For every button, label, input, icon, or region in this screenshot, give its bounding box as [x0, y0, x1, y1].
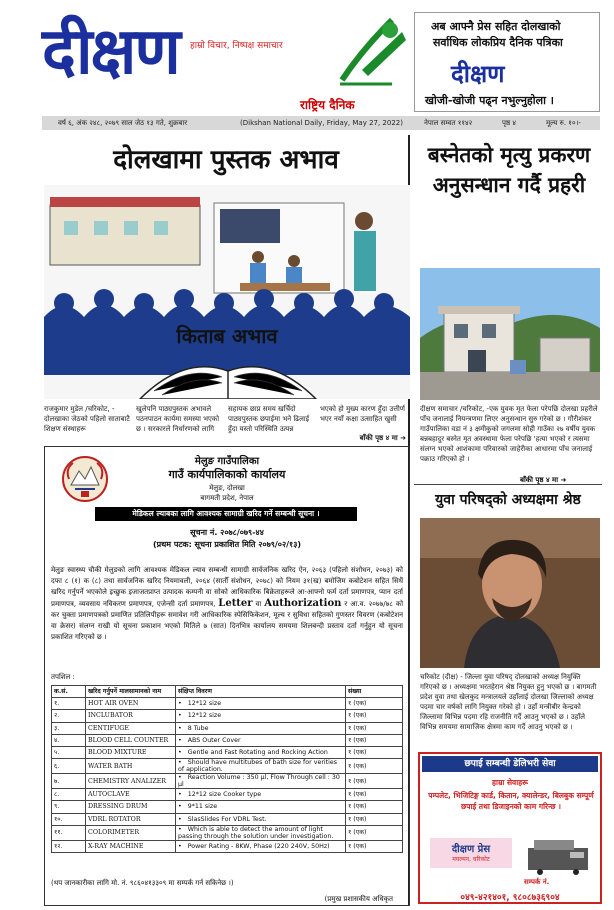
pen-hand-icon [332, 10, 410, 90]
ad-phone: ०४९-४२१४०१, ९८०८७३६९०४ [460, 893, 560, 903]
row-sn: ७. [52, 774, 86, 789]
lead-column-3: सहायक छाप्न समय खर्चिदो पाठ्यपुस्तक छपाईमा भने ढिलाई हुँदा यस्तो परिस्थिति उत्पन्न [228, 405, 310, 433]
row-sn: ३. [52, 722, 86, 734]
row-item: BLOOD MIXTURE [86, 746, 176, 758]
row-spec: • Gentle and Fast Rotating and Rocking Action [178, 749, 328, 756]
row-qty: १ (एक) [346, 774, 403, 789]
continued-link[interactable]: बाँकी पृष्ठ ४ मा ➜ [520, 476, 567, 484]
row-item: DRESSING DRUM [86, 801, 176, 813]
header-qty: संख्या [346, 686, 403, 698]
row-spec: • Which is able to detect the amount of light passing through the solution under investigation. [178, 826, 333, 840]
notice-body [51, 565, 403, 643]
notice-number: सूचना नं. २०७८/०७९-४४ [190, 528, 264, 537]
notice-body-post: र आ.व. २०७७/७८ को कर चुक्ता प्रमाणपत्रको प्रमाणित प्रतिलिपीहरू समावेश गरी आधिकारिक स्पेसिफिकेशन, मूल्य र सुविधा सहितको गुणस्तर विवरण (कबोटेशन वा क्रेसर) संलग्न राखी यो सूचना प्रकाशन भएको मितिले ७ (सात) दिनभित्र कार्यालय समयमा शिलबन्दी प्रस्ताव दर्ता गर्नुहुन यो सूचना प्रकाशित गरिएको छ । [51, 600, 404, 641]
book-shortage-banner: किताब अभाव [176, 324, 278, 348]
row-sn: ९. [52, 801, 86, 813]
authorization-word: Authorization [264, 598, 342, 609]
table-row [52, 774, 403, 789]
header-sn: क.सं. [52, 686, 86, 698]
row-sn: १०. [52, 813, 86, 825]
ad-press-name: दीक्षण प्रेस [451, 844, 491, 855]
promo-line-3: खोजी-खोजी पढ्न नभुल्नुहोला । [425, 94, 554, 107]
police-office-photo [420, 268, 600, 400]
right-headline: बस्नेतको मृत्यु प्रकरण अनुसन्धान गर्दै प्रहरी [427, 143, 591, 197]
table-row [52, 759, 403, 774]
row-qty: १ (एक) [346, 734, 403, 746]
procurement-notice [44, 446, 410, 906]
row-qty: १ (एक) [346, 698, 403, 710]
row-sn: ८. [52, 789, 86, 801]
dateline [42, 116, 600, 130]
items-table [51, 685, 403, 853]
ad-services-label: हाम्रा सेवाहरू [492, 778, 528, 787]
row-sn: २. [52, 710, 86, 722]
row-item: X-RAY MACHINE [86, 840, 176, 852]
row-spec: • Reaction Volume : 350 µl, Flow Through cell : 30 µl [178, 774, 340, 788]
masthead [42, 8, 410, 112]
english-date: (Dikshan National Daily, Friday, May 27, 2022) [240, 119, 403, 127]
motto: हाम्रो विचार, निष्पक्ष समाचार [190, 41, 283, 51]
notice-office-1: मेलुङ गाउँपालिका [194, 456, 260, 467]
row-sn: ४. [52, 734, 86, 746]
notice-contact: (थप जानकारीका लागि मो. नं. ९८६०४१३३०९ मा सम्पर्क गर्न सकिनेछ ।) [51, 879, 234, 887]
promo-box [414, 12, 600, 112]
table-row [52, 801, 403, 813]
notice-address-1: मेलुङ, दोलखा [209, 484, 245, 492]
lead-column-2: खुलेपनि पाठ्यपुस्तक अभावले पठनपाठन कार्यमा समस्या भएको छ । सरकारले निर्धारणको लागि [136, 405, 220, 433]
notice-published-date: (प्रथम पटक: सूचना प्रकाशित मिति २०७९/०२/१३) [152, 540, 302, 549]
row-qty: १ (एक) [346, 801, 403, 813]
ad-contact-label: सम्पर्क नं. [524, 878, 550, 886]
lead-article [44, 404, 410, 444]
row-item: COLORIMETER [86, 825, 176, 840]
row-sn: १२. [52, 840, 86, 852]
row-spec: • ABS Outer Cover [178, 737, 241, 744]
ad-press-box [430, 838, 512, 868]
row-spec: • 12*12 size Cooker type [178, 791, 261, 798]
row-item: INCLUBATOR [86, 710, 176, 722]
table-row [52, 710, 403, 722]
row-item: CHEMISTRY ANALIZER [86, 774, 176, 789]
table-row [52, 840, 403, 852]
lead-column-4: भएको हो मुख्य कारण हुँदा उत्तीर्ण भएर नयाँ कक्षा उत्साहित खुसी [320, 405, 405, 423]
tagline: राष्ट्रिय दैनिक [300, 98, 355, 112]
notice-signature: (प्रमुख प्रशासकीय अधिकृत [324, 895, 393, 903]
table-row [52, 789, 403, 801]
promo-line-2: सर्वाधिक लोकप्रिय दैनिक पत्रिका [433, 36, 563, 49]
row-item: WATER BATH [86, 759, 176, 774]
youth-headline: युवा परिषद्को अध्यक्षमा श्रेष्ठ [435, 492, 581, 508]
notice-body-mid: वा [255, 600, 262, 608]
row-qty: १ (एक) [346, 825, 403, 840]
table-row [52, 825, 403, 840]
header-spec: संक्षिप्त विवरण [176, 686, 346, 698]
continued-link[interactable]: बाँकी पृष्ठ ४ मा ➜ [359, 434, 406, 442]
table-row [52, 813, 403, 825]
ad-press-location: मयल्मन, चरिकोट [452, 856, 490, 863]
row-sn: ११. [52, 825, 86, 840]
row-qty: १ (एक) [346, 813, 403, 825]
notice-office-2: गाउँ कार्यपालिकाको कार्यालय [168, 468, 286, 481]
row-item: BLOOD CELL COUNTER [86, 734, 176, 746]
table-row [52, 746, 403, 758]
table-row [52, 722, 403, 734]
row-qty: १ (एक) [346, 789, 403, 801]
youth-leader-photo [420, 518, 600, 668]
lead-headline: दोलखामा पुस्तक अभाव [113, 145, 339, 175]
row-spec: • 12*12 size [178, 700, 221, 707]
promo-logo: दीक्षण [451, 60, 505, 88]
notice-address-2: बागमती प्रदेश, नेपाल [200, 494, 254, 502]
notice-title: मेडिकल ल्याबका लागि आवश्यक सामाग्री खरिद गर्ने सम्बन्धी सूचना । [95, 507, 357, 521]
row-spec: • 12*12 size [178, 712, 221, 719]
printing-ad [418, 752, 602, 904]
price: मूल्य रु. १०।- [546, 119, 581, 127]
row-qty: १ (एक) [346, 759, 403, 774]
issue-info: वर्ष ६, अंक २४८, २०७९ साल जेठ १३ गते, शुक्रबार [58, 119, 188, 127]
right-article: दीक्षण समाचार /चरिकोट, -एक युवक मृत फेला परेपछि दोलखा प्रहरीले पाँच जनालाई नियन्त्रणमा लिएर अनुसन्धान सुरु गरेको छ । गौरीशंकर गाउँपालिका वडा नं ३ क्षमीकुको जगलमा सोही गाउँका २७ वर्षीय युवक बन्नबहादुर बस्नेत मृत अवस्थामा फेला परेपछि 'हत्या भएको र त्यसमा संलग्न भएको आशंकामा परिवारको जाहेरीका आधारमा पाँच जनालाई पक्राउ गरिएको हो । [420, 405, 598, 463]
newspaper-logo: दीक्षण [42, 15, 179, 89]
row-item: VDRL ROTATOR [86, 813, 176, 825]
table-row [52, 734, 403, 746]
row-qty: १ (एक) [346, 722, 403, 734]
printing-machine-icon [524, 836, 592, 876]
letter-word: Letter [218, 598, 253, 609]
row-spec: • 8 Tube [178, 725, 208, 732]
row-spec: • 9*11 size [178, 803, 217, 810]
row-qty: १ (एक) [346, 746, 403, 758]
row-spec: • SlasSlides For VDRL Test. [178, 816, 267, 823]
promo-line-1: अब आफ्नै प्रेस सहित दोलखाको [431, 20, 561, 33]
page-count: पृष्ठ ४ [502, 119, 516, 127]
notice-body-pre: मेलुङ स्वास्थ्य चौकी मेलुङको लागि आवश्यक मेडिकल ल्याव सम्बन्धी सामाग्री सार्वजनिक खरिद ऐन, २०६३ (पहिलो संशोधन, २०७३) को दफा ८ (१) क (८) तथा सार्वजनिक खरिद नियमावली, २०६४ (सातौँ संशोधन, २०७८) को नियम ३१(ख) बमोजिम कबोटेशन सहित सिधैं खरिद गर्नुपर्ने भएकोले इच्छुक इजाजतप्राप्त उत्पादक कम्पनी वा सोको आधिकारिक बिक्रेताहरूले आ-आफ्नो फर्म दर्ता प्रमाणपत्र, प्यान दर्ता प्रमाणपत्र, व्यवसाय नविकरण प्रमाणपत्र, एजेन्सी दर्ता प्रमाणपत्र, [51, 566, 403, 608]
row-spec: • Power Rating - 8KW, Phase (220 240V, 50Hz) [178, 843, 330, 850]
row-item: HOT AIR OVEN [86, 698, 176, 710]
youth-article: चरिकोट (दीक्ष) - जिल्ला युवा परिषद् दोलखाको अध्यक्ष नियुक्ति गरिएको छ । अध्यक्षमा भरतहेरान श्रेष्ठ नियुक्त हुनु भएको छ । बागमती प्रदेश युवा तथा खेलकुद मन्त्रालयले उहाँलाई दोलखा जिल्लाको अध्यक्ष पदमा चार वर्षको लागि नियुक्त गरेको हो । उहाँ मन्त्रीबीर केन्द्रको जिल्लामा विभिन्न पदमा रहि राजनीति गर्दै आउनु भएको छ । उहाँले विभिन्न समयमा सामाजिक क्षेत्रमा काम गर्दै आउनु भएको छ । [420, 673, 597, 731]
book-shortage-illustration [44, 185, 410, 399]
row-item: CENTIFUGE [86, 722, 176, 734]
table-header-row [52, 686, 403, 698]
details-heading: तपशिल : [51, 673, 75, 681]
nepal-sambat: नेपाल सम्वत ११४२ [424, 119, 473, 127]
row-qty: १ (एक) [346, 840, 403, 852]
row-sn: ५. [52, 746, 86, 758]
ad-services: पम्पलेट, भिजिटिङ्ग कार्ड, कितान, क्यालेन्डर, बिलबुक सम्पूर्ण छपाई तथा डिजाइनको काम गरिन्छ । [428, 791, 594, 811]
row-item: AUTOCLAVE [86, 789, 176, 801]
section-divider [414, 484, 602, 485]
row-sn: १. [52, 698, 86, 710]
row-qty: १ (एक) [346, 710, 403, 722]
header-item: खरिद गर्नुपर्ने मालसामानको नाम [86, 686, 176, 698]
table-row [52, 698, 403, 710]
row-spec: • Should have multitubes of bath size for verities of application. [178, 759, 337, 773]
lead-column-1: राजकुमार मुडेल /चरिकोट, - दोलखाका जेठको पहिलो साताबाटै शिक्षण संस्थाहरू [44, 405, 130, 433]
ad-header: छपाई सम्बन्धी डेलिभरी सेवा [422, 756, 598, 772]
row-sn: ६. [52, 759, 86, 774]
